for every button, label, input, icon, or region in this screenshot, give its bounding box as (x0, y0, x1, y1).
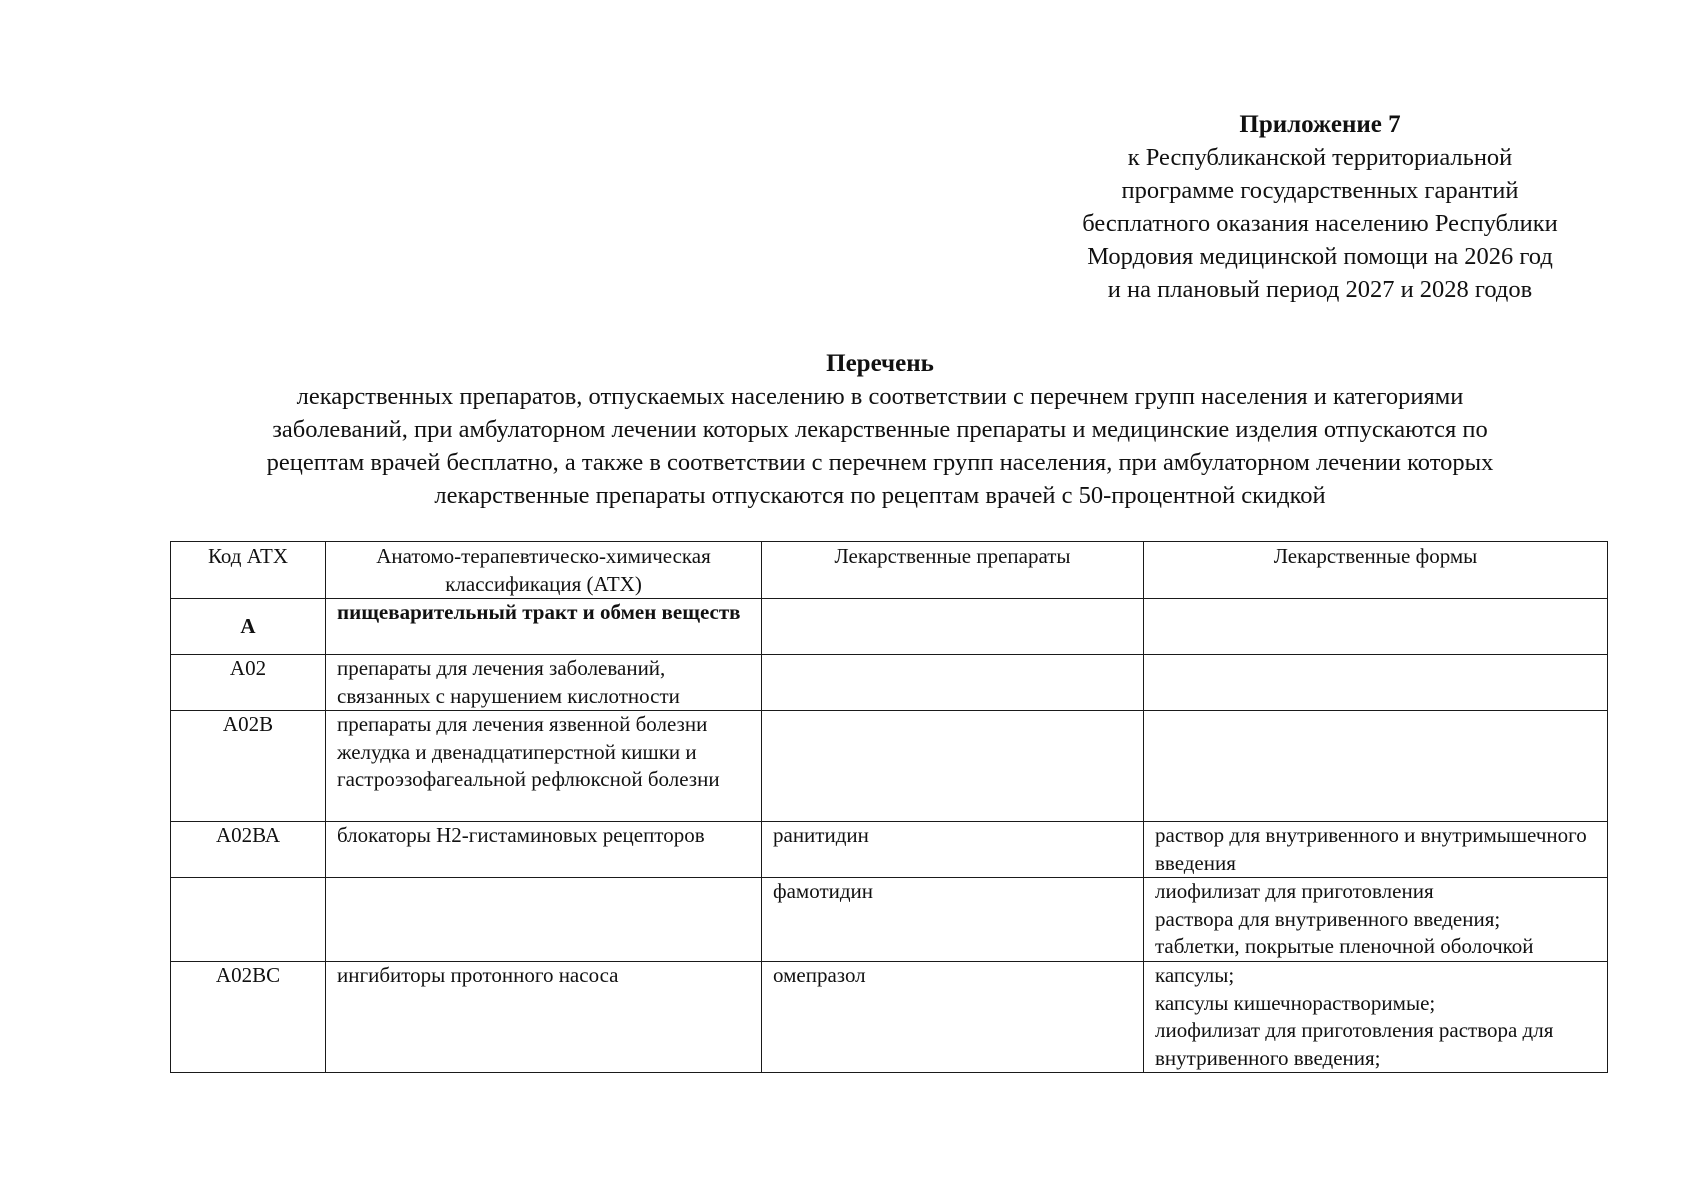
atc-classification: блокаторы Н2-гистаминовых рецепторов (326, 822, 762, 878)
table-header-row (171, 542, 1608, 599)
atc-classification: препараты для лечения язвенной болезни желудка и двенадцатиперстной кишки и гастроэзофагеальной рефлюксной болезни (326, 711, 762, 822)
atc-classification: пищеварительный тракт и обмен веществ (326, 599, 762, 655)
appendix-line: Мордовия медицинской помощи на 2026 год (1087, 243, 1553, 270)
appendix-line: бесплатного оказания населению Республики (1082, 210, 1558, 237)
drug-form-item: капсулы кишечнорастворимые; (1155, 990, 1436, 1015)
subtitle-line: рецептам врачей бесплатно, а также в соответствии с перечнем групп населения, при амбулаторном лечении которых (266, 449, 1494, 476)
drug-forms (1144, 711, 1608, 822)
atc-classification: препараты для лечения заболеваний, связанных с нарушением кислотности (326, 655, 762, 711)
table-row (171, 655, 1608, 711)
atc-classification (326, 878, 762, 962)
drug-forms: раствор для внутривенного и внутримышечного введения (1144, 822, 1608, 878)
header-code: Код АТХ (171, 542, 326, 599)
drug-list-table (170, 541, 1608, 1073)
document-title: Перечень (826, 350, 934, 377)
drug-name: фамотидин (762, 878, 1144, 962)
table-row (171, 711, 1608, 822)
drug-forms (1144, 962, 1608, 1073)
drug-name (762, 655, 1144, 711)
appendix-line: к Республиканской территориальной (1127, 144, 1513, 171)
subtitle-line: заболеваний, при амбулаторном лечении которых лекарственные препараты и медицинские изделия отпускаются по (272, 416, 1488, 443)
atc-code: А02ВС (171, 962, 326, 1073)
appendix-line: программе государственных гарантий (1121, 177, 1519, 204)
drug-name (762, 711, 1144, 822)
drug-name: ранитидин (762, 822, 1144, 878)
drug-name (762, 599, 1144, 655)
drug-name: омепразол (762, 962, 1144, 1073)
header-classification: Анатомо-терапевтическо-химическая классификация (АТХ) (326, 542, 762, 599)
atc-classification: ингибиторы протонного насоса (326, 962, 762, 1073)
table-row (171, 599, 1608, 655)
table-row (171, 822, 1608, 878)
drug-form-item: лиофилизат для приготовления (1155, 879, 1434, 903)
atc-code: А02 (171, 655, 326, 711)
drug-forms (1144, 655, 1608, 711)
drug-forms (1144, 599, 1608, 655)
drug-form-item: таблетки, покрытые пленочной оболочкой (1155, 934, 1534, 958)
subtitle-line: лекарственных препаратов, отпускаемых населению в соответствии с перечнем групп населения и категориями (296, 383, 1464, 410)
appendix-block (1000, 108, 1640, 306)
header-drugs: Лекарственные препараты (762, 542, 1144, 599)
drug-form-item: капсулы; (1155, 963, 1235, 987)
atc-code: А (171, 599, 326, 655)
table-row (171, 878, 1608, 962)
header-forms: Лекарственные формы (1144, 542, 1608, 599)
atc-code (171, 878, 326, 962)
atc-code: А02В (171, 711, 326, 822)
subtitle-line: лекарственные препараты отпускаются по рецептам врачей с 50-процентной скидкой (434, 482, 1326, 509)
appendix-line: и на плановый период 2027 и 2028 годов (1107, 276, 1533, 303)
drug-forms (1144, 878, 1608, 962)
atc-code: А02ВА (171, 822, 326, 878)
drug-form-item: раствора для внутривенного введения; (1155, 906, 1501, 931)
document-subtitle (165, 380, 1595, 512)
table-row (171, 962, 1608, 1073)
appendix-title: Приложение 7 (1239, 111, 1401, 138)
drug-form-item: лиофилизат для приготовления раствора для внутривенного введения; (1155, 1018, 1554, 1070)
